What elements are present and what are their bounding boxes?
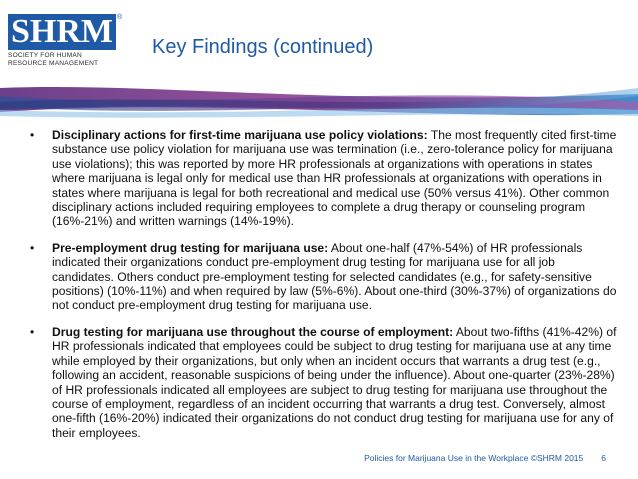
- bullet-body: About one-half (47%-54%) of HR professionals indicated their organizations conduct pre-employment drug testing for marijuana use for all job candidates. Others conduct pre-employment testing for selected candidates (e.g., for safety-sensitive positions) (10%-11%) and when required by law (5%-6%). About one-third (30%-37%) of organizations do not conduct pre-employment drug testing for marijuana use.: [52, 240, 617, 313]
- slide-footer: [364, 453, 606, 463]
- logo-subtitle: [8, 52, 126, 68]
- bullet-heading: Disciplinary actions for first-time marijuana use policy violations:: [52, 128, 428, 142]
- logo-line-1: SOCIETY FOR HUMAN: [8, 52, 82, 59]
- bullet-text: [52, 128, 618, 229]
- bullet-marker: •: [30, 128, 35, 142]
- bullet-text: [52, 325, 618, 440]
- bullet-heading: Drug testing for marijuana use throughout the course of employment:: [52, 324, 454, 339]
- footer-source: Policies for Marijuana Use in the Workplace ©SHRM 2015: [364, 453, 584, 463]
- bullet-marker: •: [30, 324, 35, 339]
- logo-mark: SHRM: [8, 14, 116, 50]
- list-item: [30, 241, 618, 313]
- bullet-marker: •: [30, 240, 35, 255]
- page-number: 6: [601, 453, 606, 463]
- shrm-logo: [8, 14, 126, 76]
- bullet-body: About two-fifths (41%-42%) of HR professionals indicated that employees could be subject to drug testing for marijuana use at any time while employed by their organizations, but only when an incident occurs that warrants a drug test (e.g., following an accident, reasonable suspicions of being under the influence). About one-quarter (23%-28%) of HR professionals indicated all employees are subject to drug testing for marijuana use throughout the course of employment, regardless of an incident occurring that warrants a drug test. Conversely, almost one-fifth (16%-20%) indicated their organizations do not conduct drug testing for marijuana use for any of their employees.: [52, 324, 617, 440]
- bullet-heading: Pre-employment drug testing for marijuana use:: [52, 240, 329, 255]
- logo-registered: ®: [117, 14, 123, 21]
- list-item: [30, 325, 618, 440]
- slide-title: Key Findings (continued): [152, 36, 374, 58]
- decorative-banner: [0, 80, 638, 122]
- bullet-body: The most frequently cited first-time substance use policy violation for marijuana use was termination (i.e., zero-tolerance policy for marijuana use violations); this was reported by more HR professionals at organizations with operations in states where marijuana is legal only for medical use than HR professionals at organizations with operations in states where marijuana is legal for both recreational and medical use (50% versus 41%). Other common disciplinary actions included requiring employees to complete a drug therapy or counseling program (16%-21%) and written warnings (14%-19%).: [52, 128, 617, 229]
- findings-list: [30, 128, 618, 452]
- list-item: [30, 128, 618, 229]
- logo-line-2: RESOURCE MANAGEMENT: [8, 60, 99, 67]
- bullet-text: [52, 241, 618, 313]
